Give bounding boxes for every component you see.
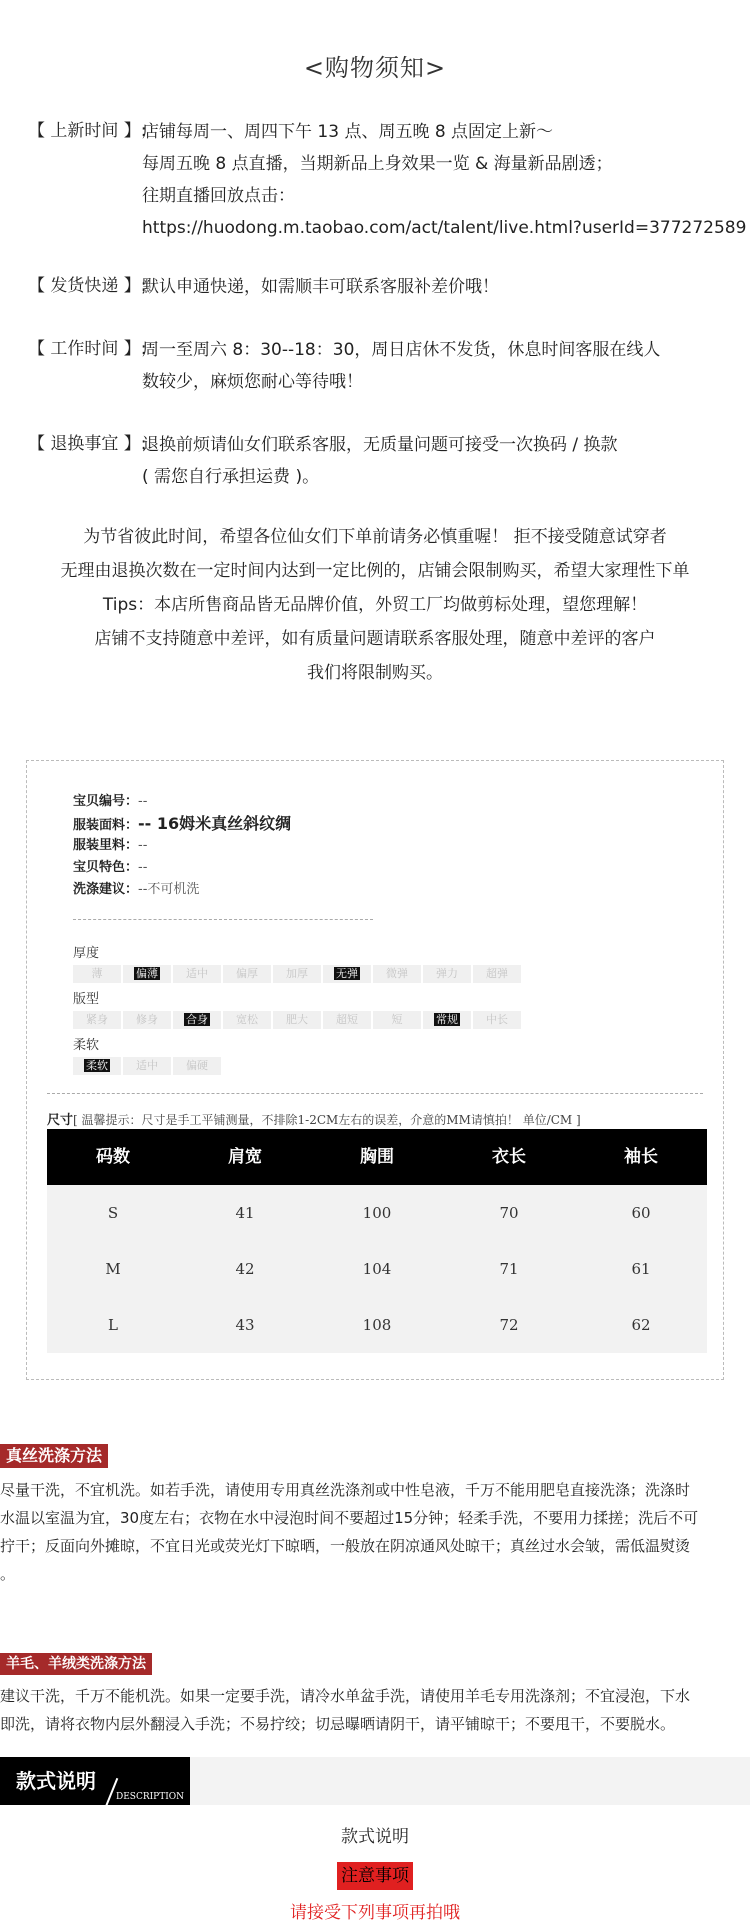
attr-row xyxy=(73,791,291,813)
table-row xyxy=(47,1297,707,1353)
notice-line: 店铺每周一、周四下午 13 点、周五晚 8 点固定上新～ xyxy=(142,122,554,142)
table-cell: 60 xyxy=(631,1204,651,1222)
scale-option-label: 宽松 xyxy=(236,1013,258,1026)
notice-working-hours xyxy=(28,334,728,398)
scale-option xyxy=(273,1011,321,1029)
size-hint-text: [ 温馨提示：尺寸是手工平铺测量，不排除1-2CM左右的误差，介意的MM请慎拍！ 单位/CM ] xyxy=(73,1113,581,1127)
care-line: 即洗，请将衣物内层外翻浸入手洗；不易拧绞；切忌曝晒请阴干，请平铺晾干；不要甩干，不要脱水。 xyxy=(0,1715,676,1733)
table-cell: 70 xyxy=(499,1204,519,1222)
scale-option xyxy=(73,1011,121,1029)
policy-line: 我们将限制购买。 xyxy=(307,663,443,683)
attr-key: 宝贝编号： xyxy=(73,794,139,809)
scale-option-label: 紧身 xyxy=(86,1013,108,1026)
notice-line: 数较少，麻烦您耐心等待哦！ xyxy=(142,372,363,392)
banner-subtitle: DESCRIPTION xyxy=(116,1792,185,1802)
silk-care-text xyxy=(0,1476,745,1588)
scale-option-label: 常规 xyxy=(436,1013,458,1026)
size-table-body xyxy=(47,1185,707,1353)
notice-line: 周一至周六 8：30--18：30，周日店休不发货，休息时间客服在线人 xyxy=(142,340,661,360)
scale-option xyxy=(173,1011,221,1029)
size-table-header-cell: 袖长 xyxy=(624,1147,658,1167)
product-info-box xyxy=(26,760,724,1380)
attr-row xyxy=(73,835,291,857)
table-row xyxy=(47,1241,707,1297)
attention-badge: 注意事项 xyxy=(337,1862,413,1890)
policy-text xyxy=(20,520,730,690)
table-row xyxy=(47,1185,707,1241)
attr-value: --不可机洗 xyxy=(138,882,200,897)
scale-option xyxy=(123,1011,171,1029)
table-cell: 100 xyxy=(362,1204,392,1222)
table-cell: 42 xyxy=(235,1260,255,1278)
size-table-header-cell: 胸围 xyxy=(360,1147,394,1167)
table-cell: 62 xyxy=(631,1316,651,1334)
table-cell: 108 xyxy=(362,1316,392,1334)
scale-thickness xyxy=(73,945,523,983)
notice-shipping xyxy=(28,271,728,303)
table-cell: 71 xyxy=(499,1260,519,1278)
scale-option xyxy=(273,965,321,983)
scale-fit xyxy=(73,991,523,1029)
scale-option xyxy=(323,1011,371,1029)
scale-option-label: 加厚 xyxy=(286,967,308,980)
notice-new-arrivals xyxy=(28,116,747,244)
wool-care-text xyxy=(0,1682,745,1738)
scale-option-label: 微弹 xyxy=(386,967,408,980)
size-table-header xyxy=(47,1129,707,1185)
table-cell: M xyxy=(105,1260,121,1278)
scale-option xyxy=(223,965,271,983)
scale-option-label: 中长 xyxy=(486,1013,508,1026)
scale-option-label: 超弹 xyxy=(486,967,508,980)
scale-option xyxy=(73,1057,121,1075)
notice-line: ( 需您自行承担运费 )。 xyxy=(142,467,320,487)
scale-option-label: 适中 xyxy=(136,1059,158,1072)
care-line: 水温以室温为宜，30度左右；衣物在水中浸泡时间不要超过15分钟；轻柔手洗，不要用力揉搓；洗后不可 xyxy=(0,1509,699,1527)
scale-options xyxy=(73,1057,223,1075)
scale-option xyxy=(423,1011,471,1029)
scale-options xyxy=(73,1011,523,1029)
scale-softness xyxy=(73,1037,223,1075)
care-line: 拧干；反面向外摊晾，不宜日光或荧光灯下晾晒，一般放在阴凉通风处晾干；真丝过水会皱，需低温熨烫 xyxy=(0,1537,691,1555)
attr-row xyxy=(73,813,291,835)
scale-option xyxy=(123,965,171,983)
attr-value: -- xyxy=(138,794,148,809)
size-hint-label: 尺寸 xyxy=(47,1113,74,1128)
product-attributes xyxy=(73,791,291,901)
table-cell: 72 xyxy=(499,1316,519,1334)
table-cell: L xyxy=(108,1316,118,1334)
notice-line: 往期直播回放点击： xyxy=(142,186,295,206)
notice-line: 每周五晚 8 点直播，当期新品上身效果一览 & 海量新品剧透； xyxy=(142,154,613,174)
attr-key: 洗涤建议： xyxy=(73,882,139,897)
notice-line: 默认申通快递，如需顺丰可联系客服补差价哦！ xyxy=(142,277,499,297)
scale-option xyxy=(473,965,521,983)
attr-value: -- 16姆米真丝斜纹绸 xyxy=(138,814,292,833)
care-line: 建议干洗，千万不能机洗。如果一定要手洗，请冷水单盆手洗，请使用羊毛专用洗涤剂；不宜浸泡，下水 xyxy=(0,1687,691,1705)
notice-label: 【 上新时间 】: xyxy=(28,121,147,141)
banner-title: 款式说明 xyxy=(16,1769,96,1793)
live-replay-link[interactable]: https://huodong.m.taobao.com/act/talent/live.html?userId=377272589 xyxy=(142,218,747,238)
scale-option-label: 偏薄 xyxy=(136,967,158,980)
wool-care-title: 羊毛、羊绒类洗涤方法 xyxy=(0,1653,152,1675)
policy-line: Tips：本店所售商品皆无品牌价值，外贸工厂均做剪标处理，望您理解！ xyxy=(102,595,648,615)
scale-option xyxy=(373,1011,421,1029)
scale-option-label: 超短 xyxy=(336,1013,358,1026)
attr-key: 服装面料： xyxy=(73,818,139,833)
silk-care-title: 真丝洗涤方法 xyxy=(0,1444,108,1468)
scale-option-label: 偏硬 xyxy=(186,1059,208,1072)
divider xyxy=(73,919,373,920)
notice-label: 【 退换事宜 】: xyxy=(28,434,147,454)
page-title: <购物须知> xyxy=(303,54,447,82)
care-line: 尽量干洗，不宜机洗。如若手洗，请使用专用真丝洗涤剂或中性皂液，千万不能用肥皂直接洗涤；洗涤时 xyxy=(0,1481,691,1499)
attention-wrap xyxy=(0,1862,750,1890)
scale-option-label: 适中 xyxy=(186,967,208,980)
style-description-heading: 款式说明 xyxy=(341,1827,409,1847)
attr-row xyxy=(73,857,291,879)
read-first-notice: 请接受下列事项再拍哦 xyxy=(290,1903,460,1923)
size-table-header-cell: 码数 xyxy=(96,1147,130,1167)
scale-option-label: 修身 xyxy=(136,1013,158,1026)
scale-title: 厚度 xyxy=(73,946,100,961)
notice-label: 【 发货快递 】: xyxy=(28,276,147,296)
description-banner xyxy=(0,1757,750,1805)
scale-option-label: 肥大 xyxy=(286,1013,308,1026)
scale-option xyxy=(173,1057,221,1075)
scale-option-label: 弹力 xyxy=(436,967,458,980)
scale-option-label: 柔软 xyxy=(86,1059,108,1072)
divider xyxy=(47,1093,703,1094)
table-cell: 104 xyxy=(362,1260,392,1278)
table-cell: 61 xyxy=(631,1260,651,1278)
scale-option xyxy=(173,965,221,983)
notice-returns xyxy=(28,429,728,493)
size-table-header-cell: 衣长 xyxy=(492,1147,526,1167)
scale-option xyxy=(373,965,421,983)
scale-options xyxy=(73,965,523,983)
scale-option xyxy=(323,965,371,983)
table-cell: S xyxy=(107,1204,119,1222)
table-cell: 41 xyxy=(235,1204,255,1222)
scale-option xyxy=(223,1011,271,1029)
notice-line: 退换前烦请仙女们联系客服，无质量问题可接受一次换码 / 换款 xyxy=(142,435,618,455)
scale-option-label: 短 xyxy=(391,1013,403,1026)
scale-option xyxy=(123,1057,171,1075)
size-table xyxy=(47,1129,707,1353)
scale-option xyxy=(473,1011,521,1029)
policy-line: 无理由退换次数在一定时间内达到一定比例的，店铺会限制购买，希望大家理性下单 xyxy=(60,561,690,581)
attr-value: -- xyxy=(138,860,148,875)
scale-title: 版型 xyxy=(73,992,100,1007)
scale-title: 柔软 xyxy=(73,1038,100,1053)
scale-option-label: 薄 xyxy=(91,967,103,980)
size-table-header-cell: 肩宽 xyxy=(228,1147,262,1167)
size-hint xyxy=(47,1109,581,1128)
attr-value: -- xyxy=(138,838,148,853)
scale-option xyxy=(423,965,471,983)
scale-option xyxy=(73,965,121,983)
attr-row xyxy=(73,879,291,901)
banner-block xyxy=(0,1757,190,1805)
scale-option-label: 合身 xyxy=(186,1013,208,1026)
scale-option-label: 无弹 xyxy=(336,967,358,980)
notice-label: 【 工作时间 】: xyxy=(28,339,147,359)
attr-key: 服装里料： xyxy=(73,838,139,853)
policy-line: 店铺不支持随意中差评，如有质量问题请联系客服处理，随意中差评的客户 xyxy=(94,629,656,649)
care-line: 。 xyxy=(0,1565,16,1583)
attr-key: 宝贝特色： xyxy=(73,860,139,875)
scale-option-label: 偏厚 xyxy=(236,967,258,980)
table-cell: 43 xyxy=(235,1316,255,1334)
policy-line: 为节省彼此时间，希望各位仙女们下单前请务必慎重喔！ 拒不接受随意试穿者 xyxy=(83,527,667,547)
